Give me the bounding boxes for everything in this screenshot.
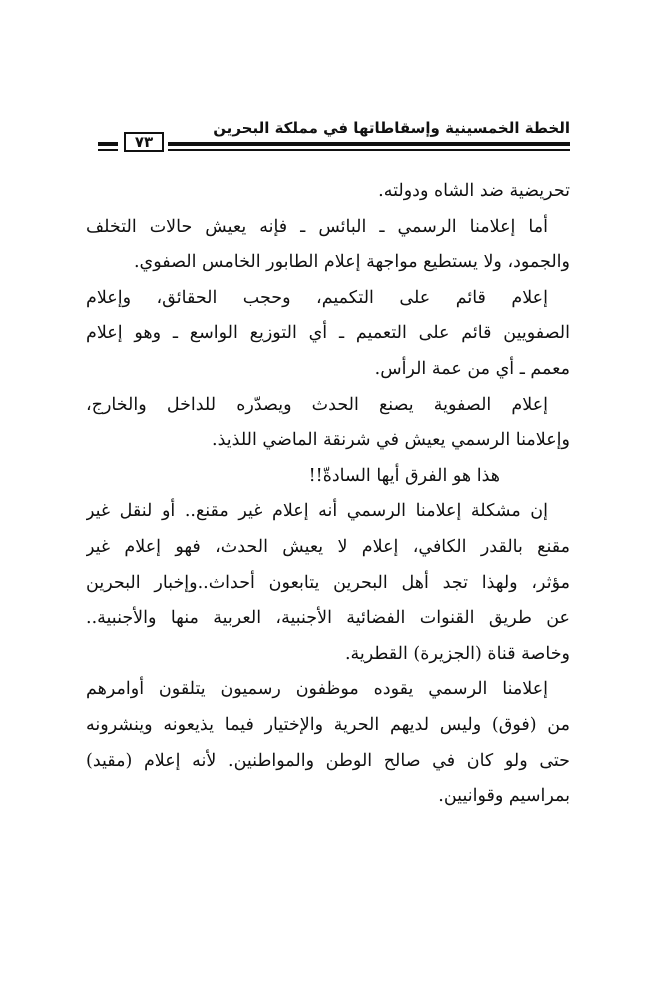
text-line: مؤثر، ولهذا تجد أهل البحرين يتابعون أحداث..وإخبار البحرين bbox=[86, 572, 570, 593]
page-number: ٧٣ bbox=[124, 132, 164, 152]
text-line: إعلام الصفوية يصنع الحدث ويصدّره للداخل والخارج، bbox=[86, 394, 548, 415]
text-line: إن مشكلة إعلامنا الرسمي أنه إعلام غير مقنع.. أو لنقل غير bbox=[86, 501, 548, 522]
running-header bbox=[96, 118, 570, 158]
text-line: هذا هو الفرق أيها السادةّ!! bbox=[308, 465, 500, 486]
text-line: الصفويين قائم على التعميم ـ أي التوزيع الواسع ـ وهو إعلام bbox=[86, 323, 570, 344]
header-dash-thick bbox=[98, 142, 118, 146]
text-line: بمراسيم وقوانيين. bbox=[438, 786, 570, 807]
running-header-title: الخطة الخمسينية وإسقاطاتها في مملكة البحرين bbox=[213, 119, 570, 137]
text-line: من (فوق) وليس لديهم الحرية والإختيار فيما يذيعونه وينشرونه bbox=[86, 714, 570, 735]
text-line: إعلامنا الرسمي يقوده موظفون رسميون يتلقون أوامرهم bbox=[86, 679, 548, 700]
header-rule-thick bbox=[168, 142, 570, 146]
text-line: عن طريق القنوات الفضائية الأجنبية، العربية منها والأجنبية.. bbox=[86, 608, 570, 629]
text-line: مقنع بالقدر الكافي، إعلام لا يعيش الحدث، فهو إعلام غير bbox=[86, 536, 570, 557]
text-line: معمم ـ أي من عمة الرأس. bbox=[374, 358, 570, 379]
text-line: والجمود، ولا يستطيع مواجهة إعلام الطابور الخامس الصفوي. bbox=[133, 252, 570, 273]
text-line: وإعلامنا الرسمي يعيش في شرنقة الماضي اللذيذ. bbox=[212, 430, 570, 451]
text-line: إعلام قائم على التكميم، وحجب الحقائق، وإعلام bbox=[86, 287, 548, 308]
text-line: أما إعلامنا الرسمي ـ البائس ـ فإنه يعيش حالات التخلف bbox=[86, 216, 548, 237]
text-line: تحريضية ضد الشاه ودولته. bbox=[378, 181, 570, 201]
text-line: حتى ولو كان في صالح الوطن والمواطنين. لأنه إعلام (مقيد) bbox=[86, 750, 570, 771]
body-text bbox=[86, 174, 570, 815]
header-rule-thin bbox=[168, 149, 570, 151]
text-line: وخاصة قناة (الجزيرة) القطرية. bbox=[344, 643, 570, 664]
header-dash-thin bbox=[98, 149, 118, 151]
